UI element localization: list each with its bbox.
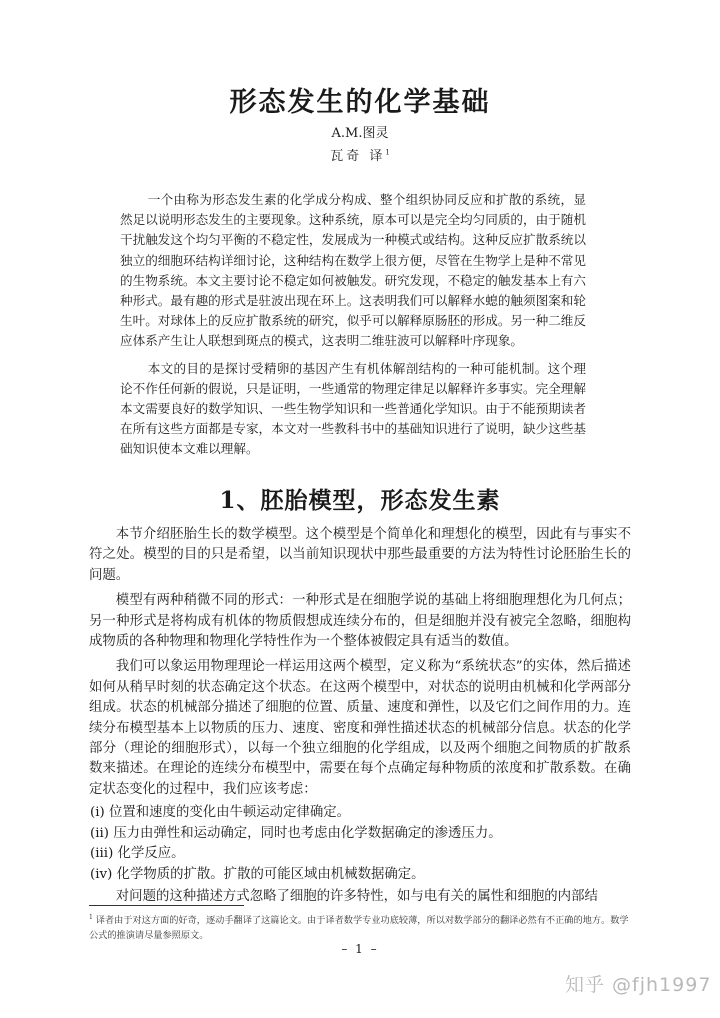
considerations-list: [89, 803, 631, 885]
translator-line: [0, 145, 720, 164]
section-body: [89, 525, 631, 907]
abstract-paragraph: 本文的目的是探讨受精卵的基因产生有机体解剖结构的一种可能机制。这个理论不作任何新的假说，只是证明，一些通常的物理定律足以解释许多事实。完全理解本文需要良好的数学知识、一些生物学知识和一些普通化学知识。由于不能预期读者在所有这些方面都是专家，本文对一些教科书中的基础知识进行了说明，缺少这些基础知识使本文难以理解。: [120, 360, 586, 457]
list-item: (iii) 化学反应。: [90, 846, 185, 862]
body-paragraph: 我们可以象运用物理理论一样运用这两个模型，定义称为“系统状态”的实体，然后描述如何从稍早时刻的状态确定这个状态。在这两个模型中，对状态的说明由机械和化学两部分组成。状态的机械部分描述了细胞的位置、质量、速度和弹性，以及它们之间作用的力。连续分布模型基本上以物质的压力、速度、密度和弹性描述状态的机械部分信息。状态的化学部分（理论的细胞形式），以每一个独立细胞的化学组成，以及两个细胞之间物质的扩散系数来描述。在理论的连续分布模型中，需要在每个点确定每种物质的浓度和扩散系数。在确定状态变化的过程中，我们应该考虑：: [89, 659, 631, 797]
list-item: (ii) 压力由弹性和运动确定，同时也考虑由化学数据确定的渗透压力。: [90, 825, 502, 841]
watermark: 知乎 @fjh1997: [565, 974, 712, 996]
footnote-divider: [89, 905, 244, 906]
footnote-mark: 1: [89, 914, 93, 921]
translator-name: 瓦奇 译: [330, 149, 386, 164]
body-paragraph-continued: 对问题的这种描述方式忽略了细胞的许多特性，如与电有关的属性和细胞的内部结: [115, 888, 598, 904]
abstract-paragraph: 一个由称为形态发生素的化学成分构成、整个组织协同反应和扩散的系统，显然足以说明形态发生的主要现象。这种系统，原本可以是完全均匀同质的，由于随机干扰触发这个均匀平衡的不稳定性，发展成为一种模式或结构。这种反应扩散系统以独立的细胞环结构详细讨论，这种结构在数学上很方便，尽管在生物学上是种不常见的生物系统。本文主要讨论不稳定如何被触发。研究发现，不稳定的触发基本上有六种形式。最有趣的形式是驻波出现在环上。这表明我们可以解释水螅的触须图案和轮生叶。对球体上的反应扩散系统的研究，似乎可以解释原肠胚的形成。另一种二维反应体系产生让人联想到斑点的模式，这表明二维驻波可以解释叶序现象。: [120, 192, 586, 349]
footnote-text: 译者由于对这方面的好奇，逐动手翻译了这篇论文。由于译者数学专业功底较薄，所以对数学部分的翻译必然有不正确的地方。数学公式的推演请尽量参照原文。: [89, 915, 629, 941]
body-paragraph: 模型有两种稍微不同的形式：一种形式是在细胞学说的基础上将细胞理想化为几何点；另一种形式是将构成有机体的物质假想成连续分布的，但是细胞并没有被完全忽略，细胞构成物质的各种物理和物理化学特性作为一个整体被假定具有适当的数值。: [89, 593, 631, 650]
translator-footnote-mark: 1: [385, 148, 390, 157]
footnote: [89, 911, 634, 943]
body-paragraph: 本节介绍胚胎生长的数学模型。这个模型是个简单化和理想化的模型，因此有与事实不符之处。模型的目的只是希望，以当前知识现状中那些最重要的方法为特性讨论胚胎生长的问题。: [89, 527, 631, 583]
author-line: [0, 122, 720, 141]
abstract: [120, 190, 586, 460]
author-name: A.M.图灵: [331, 126, 389, 141]
list-item: (i) 位置和速度的变化由牛顿运动定律确定。: [90, 805, 351, 821]
paper-title: 形态发生的化学基础: [229, 87, 491, 118]
section-heading: 1、胚胎模型，形态发生素: [219, 487, 501, 514]
list-item: (iv) 化学物质的扩散。扩散的可能区域由机械数据确定。: [90, 866, 425, 882]
page-number: – 1 –: [341, 942, 379, 956]
